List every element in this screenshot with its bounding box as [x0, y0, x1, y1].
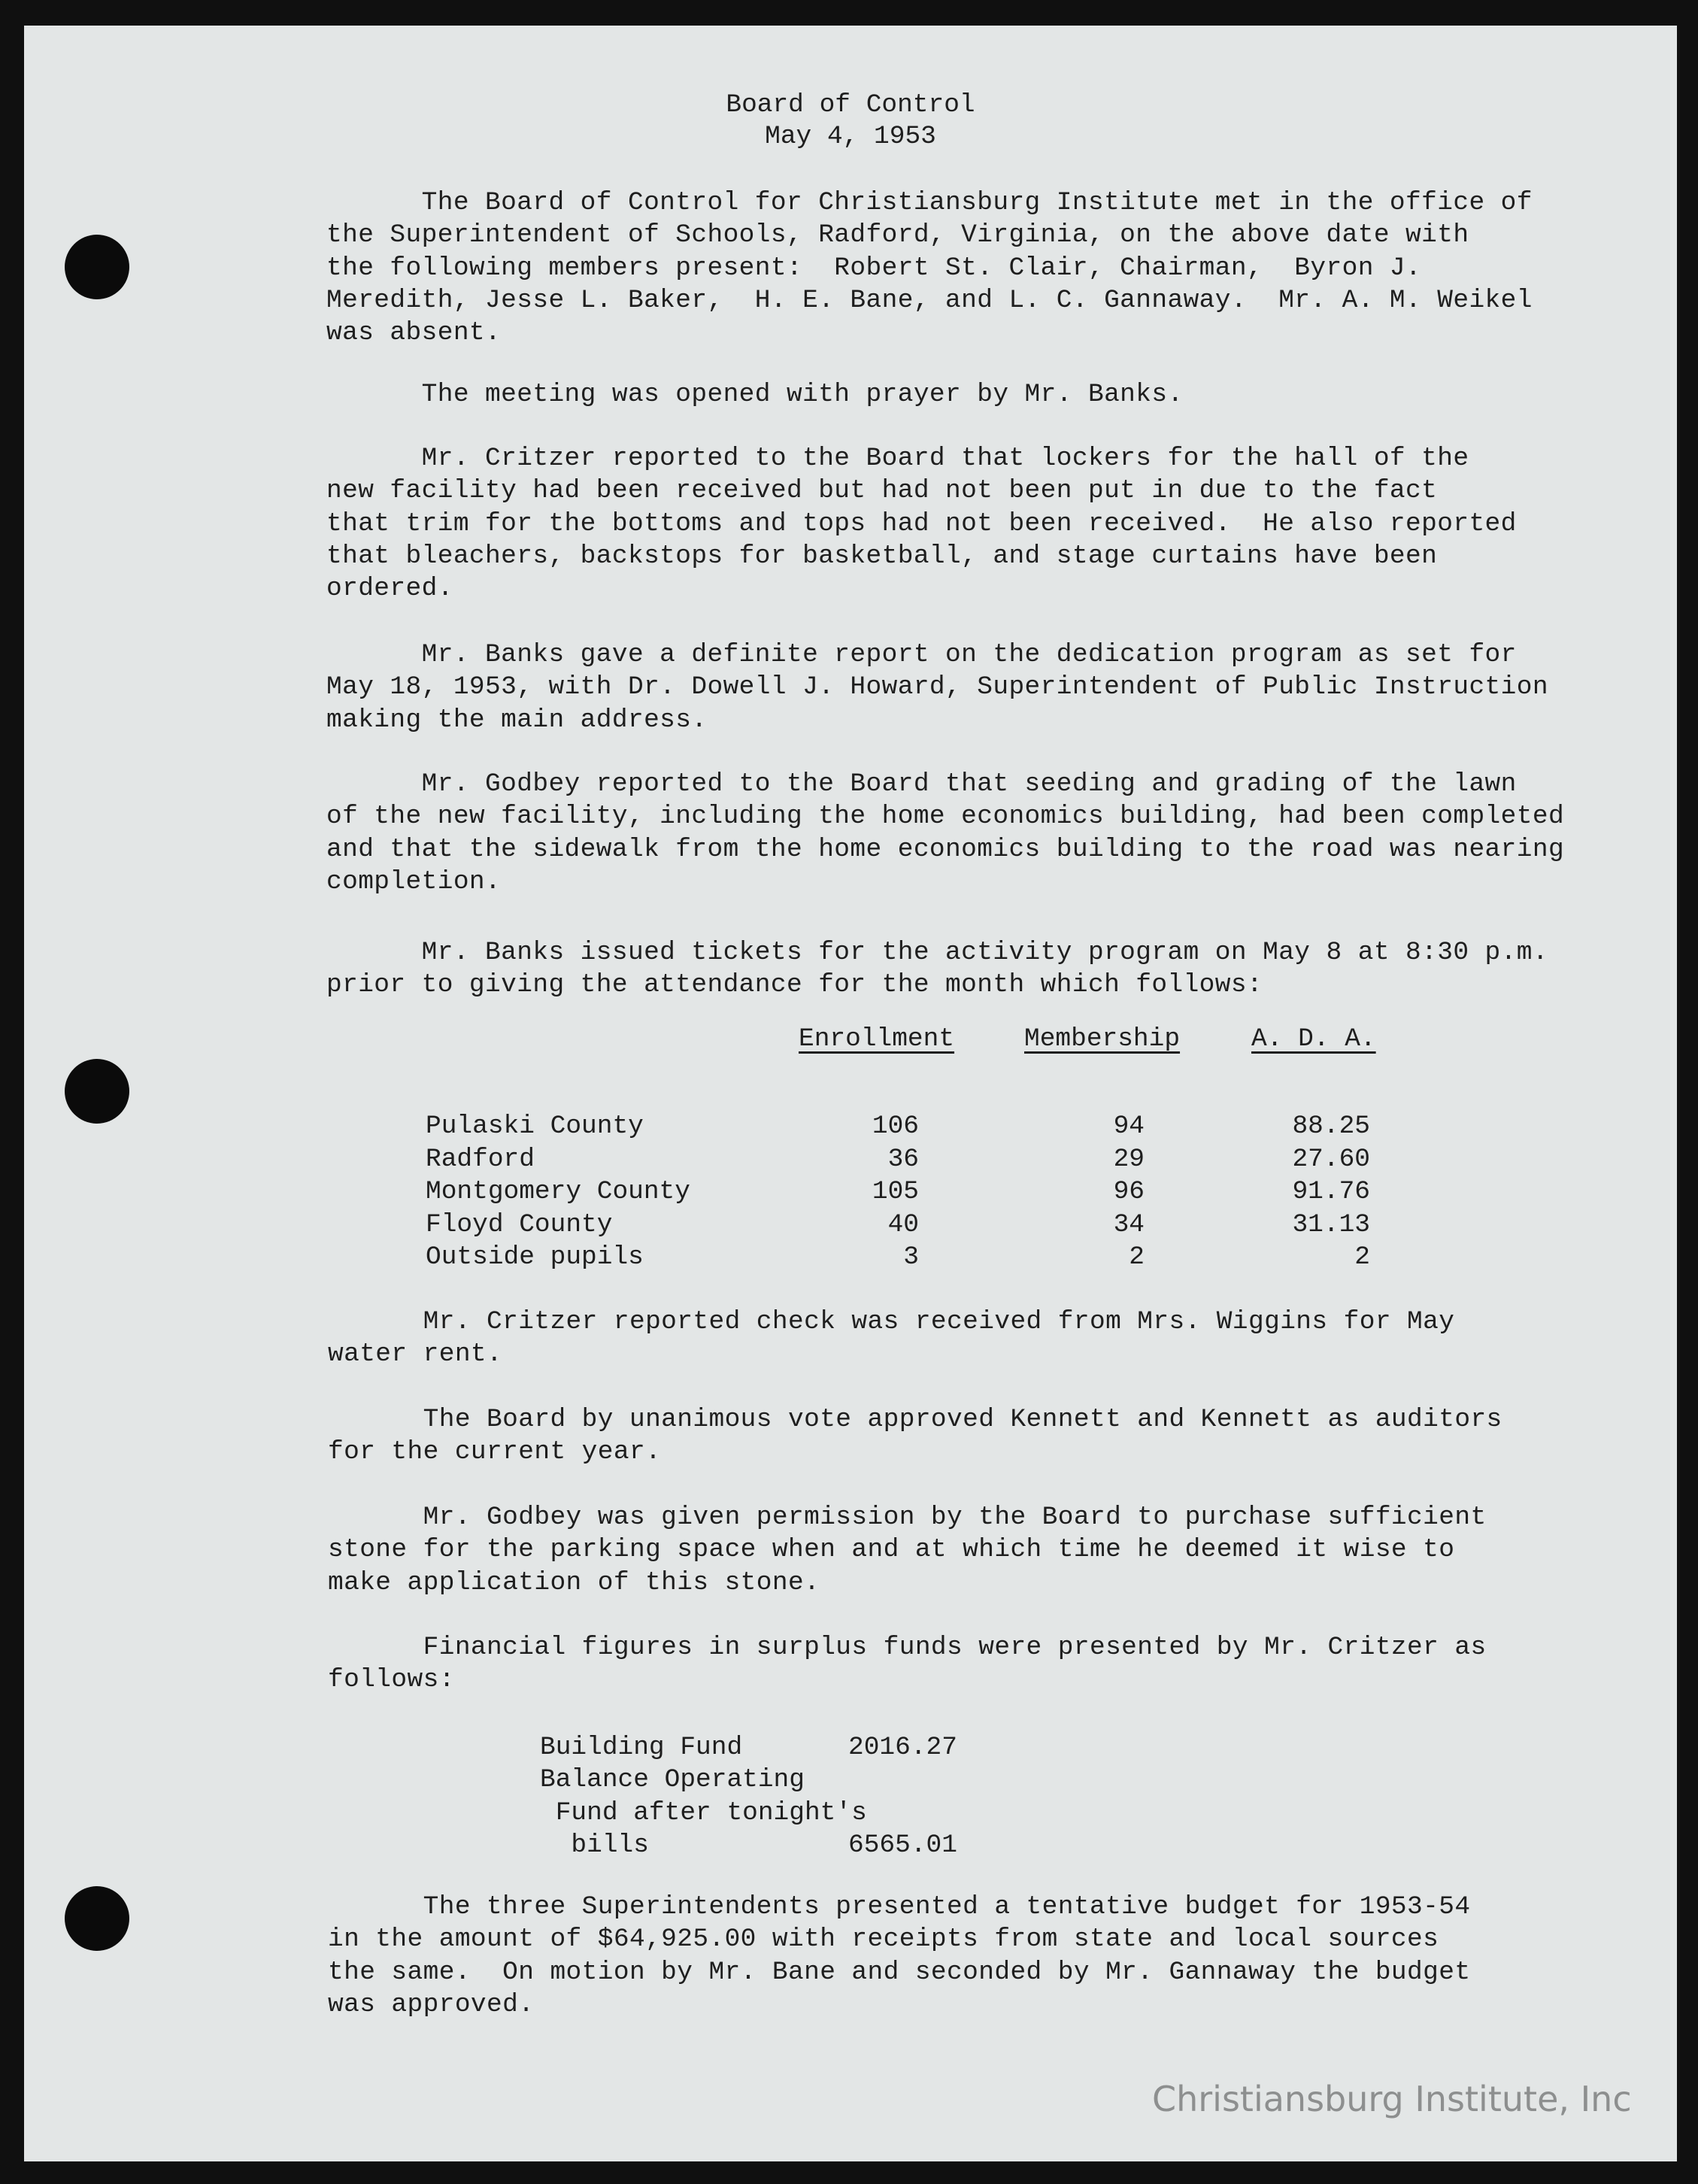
paragraph-line: the same. On motion by Mr. Bane and seconded by Mr. Gannaway the budget — [328, 1957, 1471, 1987]
paragraph-line: prior to giving the attendance for the month which follows: — [326, 970, 1263, 1000]
paragraph-line: Mr. Banks issued tickets for the activity program on May 8 at 8:30 p.m. — [326, 938, 1548, 967]
column-header-ada: A. D. A. — [1251, 1024, 1376, 1054]
paragraph-line: that bleachers, backstops for basketball, and stage curtains have been — [326, 541, 1438, 571]
paragraph-line: Mr. Critzer reported check was received from Mrs. Wiggins for May — [328, 1307, 1455, 1336]
paragraph-line: follows: — [328, 1665, 455, 1695]
paragraph-line: was approved. — [328, 1989, 535, 2019]
paragraph-line: completion. — [326, 866, 502, 896]
paragraph-line: new facility had been received but had not been put in due to the fact — [326, 476, 1438, 506]
membership-value: 96 — [1113, 1177, 1145, 1206]
ada-value: 27.60 — [1292, 1144, 1370, 1174]
membership-value: 2 — [1129, 1242, 1145, 1272]
paragraph-line: for the current year. — [328, 1437, 662, 1467]
paragraph-line: The Board by unanimous vote approved Kennett and Kennett as auditors — [328, 1405, 1502, 1434]
paragraph-line: Mr. Critzer reported to the Board that lockers for the hall of the — [326, 444, 1469, 473]
row-label: Radford — [426, 1144, 535, 1174]
membership-value: 29 — [1113, 1144, 1145, 1174]
fund-value: 6565.01 — [848, 1830, 957, 1860]
paragraph-line: Mr. Banks gave a definite report on the dedication program as set for — [326, 640, 1517, 669]
paragraph-line: Meredith, Jesse L. Baker, H. E. Bane, and L. C. Gannaway. Mr. A. M. Weikel — [326, 285, 1533, 315]
paragraph-line: and that the sidewalk from the home economics building to the road was nearing — [326, 834, 1565, 864]
paragraph-line: Mr. Godbey reported to the Board that seeding and grading of the lawn — [326, 769, 1517, 799]
paragraph-line: in the amount of $64,925.00 with receipts from state and local sources — [328, 1925, 1439, 1955]
enrollment-value: 36 — [887, 1144, 919, 1174]
paragraph-line: making the main address. — [326, 705, 708, 735]
paragraph-line: make application of this stone. — [328, 1567, 820, 1597]
paragraph-line: was absent. — [326, 318, 502, 348]
paragraph-line: Financial figures in surplus funds were presented by Mr. Critzer as — [328, 1633, 1487, 1662]
membership-value: 94 — [1113, 1112, 1145, 1141]
row-label: Montgomery County — [426, 1177, 690, 1206]
column-header-enrollment: Enrollment — [799, 1024, 955, 1054]
paragraph-line: that trim for the bottoms and tops had not been received. He also reported — [326, 508, 1517, 538]
paragraph-line: May 18, 1953, with Dr. Dowell J. Howard, Superintendent of Public Instruction — [326, 672, 1548, 702]
paragraph-line: The three Superintendents presented a tentative budget for 1953-54 — [328, 1892, 1471, 1922]
paragraph-line: water rent. — [328, 1339, 503, 1370]
paragraph-line: of the new facility, including the home economics building, had been completed — [326, 802, 1565, 832]
row-label: Pulaski County — [426, 1112, 644, 1141]
ada-value: 91.76 — [1292, 1177, 1370, 1206]
column-header-membership: Membership — [1024, 1024, 1181, 1054]
fund-label: Balance Operating — [540, 1765, 805, 1795]
paragraph-line: Mr. Godbey was given permission by the Board to purchase sufficient — [328, 1503, 1487, 1532]
paragraph-line: the Superintendent of Schools, Radford, Virginia, on the above date with — [326, 220, 1469, 250]
fund-label: Fund after tonight's — [540, 1797, 867, 1828]
paragraph-line: The Board of Control for Christiansburg Institute met in the office of — [326, 188, 1533, 217]
document-page — [24, 26, 1677, 2161]
enrollment-value: 106 — [872, 1112, 919, 1141]
enrollment-value: 40 — [887, 1209, 919, 1239]
ada-value: 2 — [1354, 1242, 1370, 1272]
paragraph-line: stone for the parking space when and at which time he deemed it wise to — [328, 1535, 1455, 1565]
punch-hole — [65, 1059, 129, 1124]
paragraph-line: ordered. — [326, 574, 453, 604]
row-label: Floyd County — [426, 1209, 613, 1239]
fund-label: Building Fund — [540, 1733, 743, 1762]
document-title: Board of Control — [726, 90, 975, 120]
paragraph-line: the following members present: Robert St. Clair, Chairman, Byron J. — [326, 253, 1422, 283]
enrollment-value: 105 — [872, 1177, 919, 1206]
enrollment-value: 3 — [903, 1242, 919, 1272]
membership-value: 34 — [1113, 1209, 1145, 1239]
row-label: Outside pupils — [426, 1242, 644, 1272]
fund-value: 2016.27 — [848, 1733, 957, 1762]
watermark: Christiansburg Institute, Inc — [1152, 2079, 1632, 2119]
punch-hole — [65, 1886, 129, 1951]
ada-value: 31.13 — [1292, 1209, 1370, 1239]
paragraph-line: The meeting was opened with prayer by Mr. Banks. — [326, 380, 1184, 409]
punch-hole — [65, 235, 129, 299]
ada-value: 88.25 — [1292, 1112, 1370, 1141]
document-date: May 4, 1953 — [765, 122, 936, 151]
fund-label: bills — [540, 1830, 649, 1860]
